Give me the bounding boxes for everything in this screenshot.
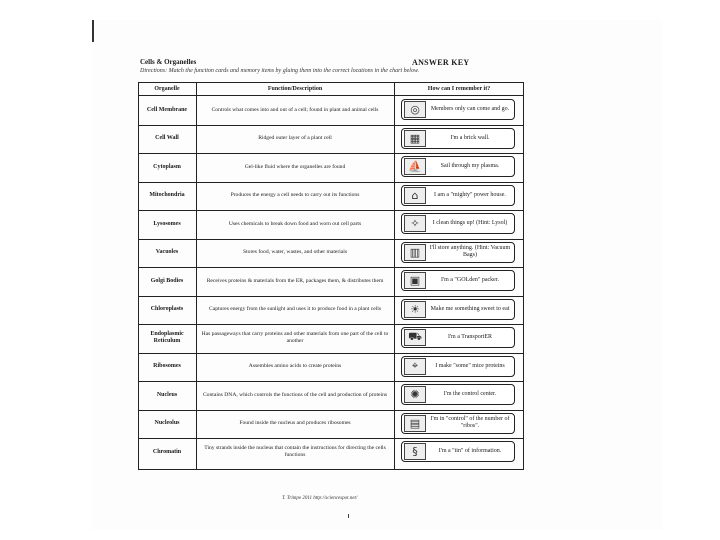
brain-icon: ✺ <box>404 386 426 403</box>
dna-strand-icon: § <box>404 443 426 460</box>
memory-text: I'm in "control" of the number of "ribos". <box>430 416 510 429</box>
vacuum-bag-icon: ▥ <box>404 244 426 261</box>
organelle-function: Controls what comes into and out of a cell; found in plant and animal cells <box>211 106 379 113</box>
column-header-memory: How can I remember it? <box>427 86 491 92</box>
memory-card <box>401 384 515 405</box>
memory-card <box>401 128 515 149</box>
memory-text: Members only can come and go. <box>430 106 510 112</box>
memory-card <box>401 356 515 377</box>
table-row <box>139 96 523 125</box>
table-row <box>139 239 523 268</box>
memory-text: I clean things up! (Hint: Lysol) <box>432 220 508 226</box>
organelle-function: Contains DNA, which controls the functions of the cell and production of proteins <box>202 391 388 398</box>
memory-card <box>401 299 515 320</box>
memory-text: Sail through my plasma. <box>440 163 500 169</box>
organelle-name: Nucleolus <box>154 420 180 427</box>
organelle-name: Mitochondria <box>149 192 185 199</box>
page-corner-mark <box>92 20 94 42</box>
organelle-name: Cytoplasm <box>153 163 181 170</box>
truck-icon: ⛟ <box>404 329 426 346</box>
page-bottom-mark <box>348 514 349 518</box>
footer-credit: T. Trimpe 2011 http://sciencespot.net/ <box>282 496 358 501</box>
organelle-function: Found inside the nucleus and produces ribosomes <box>239 420 351 427</box>
organelle-name: Vacuoles <box>155 249 179 256</box>
table-row <box>139 125 523 154</box>
organelle-table <box>138 82 524 470</box>
memory-text: Make me something sweet to eat <box>430 305 510 312</box>
table-row <box>139 324 523 353</box>
organelle-function: Uses chemicals to break down food and worn out cell parts <box>228 220 362 227</box>
memory-card <box>401 185 515 206</box>
table-row <box>139 353 523 382</box>
memory-card <box>401 213 515 234</box>
organelle-name: Cell Membrane <box>146 106 188 113</box>
organelle-name: Cell Wall <box>155 135 179 142</box>
remote-control-icon: ▤ <box>404 415 426 432</box>
memory-text: I'm the control center. <box>443 391 497 397</box>
table-row <box>139 153 523 182</box>
table-row <box>139 267 523 296</box>
memory-text: I'm a TransportER <box>447 334 493 340</box>
memory-text: I'm a brick wall. <box>450 134 490 141</box>
memory-card <box>401 441 515 462</box>
memory-card <box>401 242 515 263</box>
memory-text: I'm a "tin" of information. <box>438 448 502 454</box>
directions-text: Directions: Match the function cards and memory items by gluing them into the correct locations in the chart below. <box>140 68 420 74</box>
memory-card <box>401 270 515 291</box>
organelle-function: Receives proteins & materials from the ER, packages them, & distributes them <box>206 277 384 284</box>
memory-card <box>401 156 515 177</box>
memory-text: I make "some" mice proteins <box>435 362 505 369</box>
brick-wall-icon: ▦ <box>404 130 426 147</box>
organelle-function: Stores food, water, wastes, and other materials <box>242 249 347 256</box>
sun-leaf-icon: ☀ <box>404 301 426 318</box>
memory-card <box>401 413 515 434</box>
organelle-name: Chromatin <box>152 448 182 455</box>
table-row <box>139 381 523 410</box>
organelle-function: Assembles amino acids to create proteins <box>248 363 342 370</box>
column-header-organelle: Organelle <box>154 86 180 92</box>
answer-key-label: ANSWER KEY <box>412 58 470 67</box>
organelle-name: Endoplasmic Reticulum <box>150 331 184 345</box>
organelle-function: Gel-like fluid where the organelles are found <box>244 163 346 170</box>
organelle-function: Captures energy from the sunlight and uses it to produce food in a plant cells <box>208 306 382 313</box>
table-row <box>139 210 523 239</box>
cleaner-icon: ✧ <box>404 215 426 232</box>
organelle-function: Ridged outer layer of a plant cell <box>258 135 332 142</box>
organelle-name: Ribosomes <box>153 363 181 370</box>
memory-card <box>401 99 515 120</box>
organelle-function: Has passageways that carry proteins and other materials from one part of the cell to another <box>201 331 389 345</box>
memory-text: I'll store anything. (Hint: Vacuum Bags) <box>429 245 511 258</box>
package-icon: ▣ <box>404 272 426 289</box>
membrane-icon: ◎ <box>404 101 426 118</box>
table-row <box>139 182 523 211</box>
organelle-function: Produces the energy a cell needs to carry out its functions <box>230 192 360 199</box>
boat-icon: ⛵ <box>404 158 426 175</box>
table-row <box>139 410 523 439</box>
memory-card <box>401 327 515 348</box>
power-house-icon: ⌂ <box>404 187 426 204</box>
worksheet-title: Cells & Organelles <box>140 58 197 66</box>
table-row <box>139 296 523 325</box>
memory-text: I'm a "GOLden" packer. <box>441 277 499 283</box>
organelle-function: Tiny strands inside the nucleus that contain the instructions for directing the cells functions <box>204 445 386 459</box>
organelle-name: Chloroplasts <box>150 306 184 313</box>
memory-text: I am a "mighty" power house. <box>434 191 506 198</box>
column-header-function: Function/Description <box>267 86 323 92</box>
organelle-name: Lysosomes <box>153 220 181 227</box>
organelle-name: Nucleus <box>156 391 178 398</box>
crane-icon: ⌖ <box>404 358 426 375</box>
organelle-name: Golgi Bodies <box>150 277 184 284</box>
table-row <box>139 438 523 467</box>
